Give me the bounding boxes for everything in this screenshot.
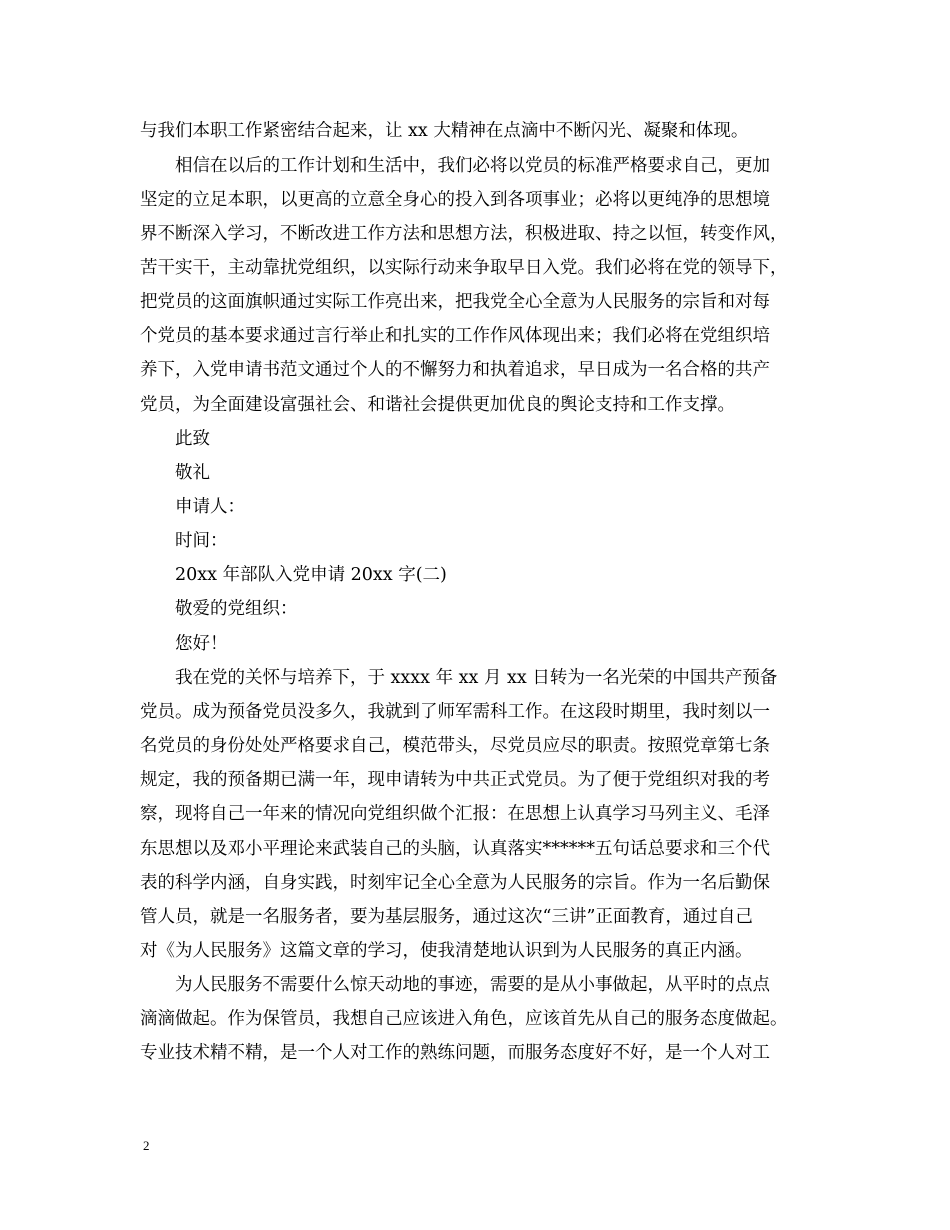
text-line: 我在党的关怀与培养下，于 xxxx 年 xx 月 xx 日转为一名光荣的中国共产预备 bbox=[175, 668, 778, 688]
text-line: 名党员的身份处处严格要求自己，模范带头，尽党员应尽的职责。按照党章第七条 bbox=[140, 736, 770, 756]
text-line: 为人民服务不需要什么惊天动地的事迹，需要的是从小事做起，从平时的点点 bbox=[175, 975, 770, 995]
text-line: 专业技术精不精，是一个人对工作的熟练问题，而服务态度好不好，是一个人对工 bbox=[140, 1043, 770, 1063]
text-line: 此致 bbox=[175, 429, 210, 449]
page-number: 2 bbox=[143, 1138, 150, 1153]
text-line: 把党员的这面旗帜通过实际工作亮出来，把我党全心全意为人民服务的宗旨和对每 bbox=[140, 292, 770, 312]
text-line: 养下，入党申请书范文通过个人的不懈努力和执着追求，早日成为一名合格的共产 bbox=[140, 360, 770, 380]
text-line: 敬爱的党组织： bbox=[175, 599, 298, 619]
text-line: 时间： bbox=[175, 531, 228, 551]
text-line: 党员。成为预备党员没多久，我就到了师军需科工作。在这段时期里，我时刻以一 bbox=[140, 702, 770, 722]
text-line: 党员，为全面建设富强社会、和谐社会提供更加优良的舆论支持和工作支撑。 bbox=[140, 395, 735, 415]
text-line: 20xx 年部队入党申请 20xx 字(二) bbox=[175, 565, 447, 585]
text-line: 管人员，就是一名服务者，要为基层服务，通过这次“三讲”正面教育，通过自己 bbox=[140, 907, 753, 927]
text-line: 察，现将自己一年来的情况向党组织做个汇报：在思想上认真学习马列主义、毛泽 bbox=[140, 804, 770, 824]
text-line: 东思想以及邓小平理论来武装自己的头脑，认真落实******五句话总要求和三个代 bbox=[140, 839, 770, 859]
text-line: 敬礼 bbox=[175, 463, 210, 483]
text-line: 个党员的基本要求通过言行举止和扎实的工作作风体现出来；我们必将在党组织培 bbox=[140, 326, 770, 346]
text-line: 界不断深入学习，不断改进工作方法和思想方法，积极进取、持之以恒，转变作风， bbox=[140, 224, 788, 244]
text-line: 与我们本职工作紧密结合起来，让 xx 大精神在点滴中不断闪光、凝聚和体现。 bbox=[140, 121, 749, 141]
text-line: 规定，我的预备期已满一年，现申请转为中共正式党员。为了便于党组织对我的考 bbox=[140, 770, 770, 790]
text-line: 苦干实干，主动靠扰党组织，以实际行动来争取早日入党。我们必将在党的领导下， bbox=[140, 258, 788, 278]
text-line: 您好！ bbox=[175, 634, 228, 654]
text-line: 表的科学内涵，自身实践，时刻牢记全心全意为人民服务的宗旨。作为一名后勤保 bbox=[140, 873, 770, 893]
text-line: 相信在以后的工作计划和生活中，我们必将以党员的标准严格要求自己，更加 bbox=[175, 156, 770, 176]
text-line: 申请人： bbox=[175, 497, 245, 517]
text-line: 对《为人民服务》这篇文章的学习，使我清楚地认识到为人民服务的真正内涵。 bbox=[140, 941, 753, 961]
text-line: 滴滴做起。作为保管员，我想自己应该进入角色，应该首先从自己的服务态度做起。 bbox=[140, 1009, 788, 1029]
text-line: 坚定的立足本职，以更高的立意全身心的投入到各项事业；必将以更纯净的思想境 bbox=[140, 190, 770, 210]
